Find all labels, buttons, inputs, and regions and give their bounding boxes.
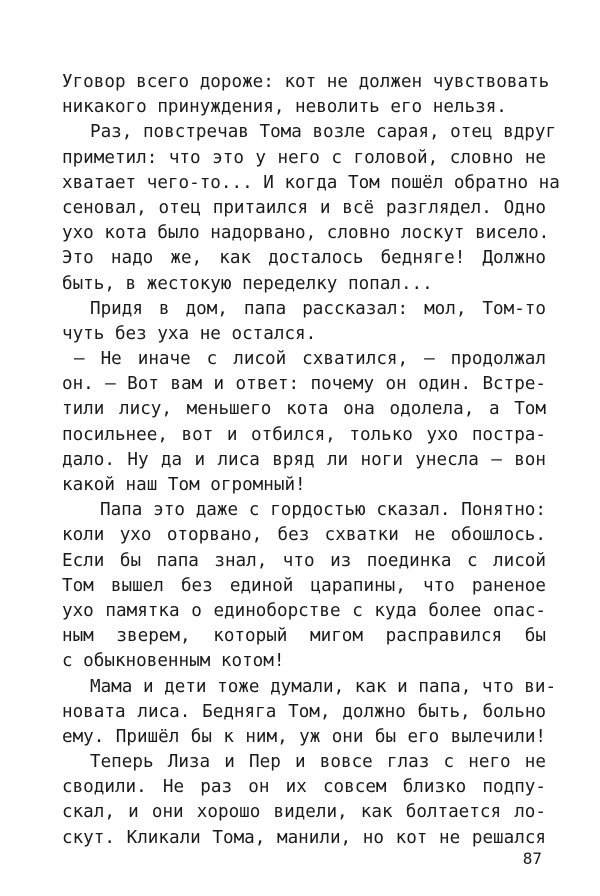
text-line: никакого принуждения, неволить его нельзя. (62, 97, 507, 118)
text-line: приметил: что это у него с головой, словно не (62, 147, 546, 168)
text-line: коли ухо оторвано, без схватки не обошлось. (62, 525, 546, 546)
text-line: новата лиса. Бедняга Том, должно быть, больно (62, 701, 546, 722)
page-number: 87 (522, 849, 542, 868)
text-line: ему. Пришёл бы к ним, уж они бы его вылечили! (62, 726, 546, 747)
text-line: сеновал, отец притаился и всё разглядел. Одно (62, 197, 546, 218)
text-line: хватает чего-то... И когда Том пошёл обратно на (62, 172, 560, 193)
text-line: скал, и они хорошо видели, как болтается ло- (62, 802, 546, 823)
text-line: чуть без уха не остался. (62, 323, 317, 344)
text-line: Теперь Лиза и Пер и вовсе глаз с него не (90, 752, 546, 773)
text-line: посильнее, вот и отбился, только ухо пострa- (62, 424, 546, 445)
text-line: сводили. Не раз он их совсем близко подпу- (62, 777, 546, 798)
text-line: Том вышел без единой царапины, что раненое (62, 575, 546, 596)
text-line: ным зверем, который мигом расправился бы (62, 626, 546, 647)
text-line: Это надо же, как досталось бедняге! Должно (62, 248, 546, 269)
text-line: Уговор всего дороже: кот не должен чувствовать (62, 72, 550, 92)
text-line: дало. Ну да и лиса вряд ли ноги унесла – вон (62, 449, 546, 470)
text-line: Придя в дом, папа рассказал: мол, Том-то (90, 298, 546, 319)
text-line: Папа это даже с гордостью сказал. Понятно: (100, 500, 546, 521)
text-line: Мама и дети тоже думали, как и папа, что ви- (90, 676, 557, 697)
body-text (62, 70, 560, 851)
text-line: ухо памятка о единоборстве с куда более опас- (62, 600, 546, 621)
text-line: какой наш Том огромный! (62, 475, 306, 495)
text-line: с обыкновенным котом! (62, 651, 285, 672)
text-line: быть, в жестокую переделку попал... (62, 273, 433, 294)
text-line: ухо кота было надорвано, словно лоскут висело. (62, 223, 550, 244)
text-line: – Не иначе с лисой схватился, – продолжал (74, 349, 546, 370)
text-line: тили лису, меньшего кота она одолела, а Том (62, 399, 546, 420)
text-line: скут. Кликали Тома, манили, но кот не решался (62, 827, 546, 848)
text-line: Если бы папа знал, что из поединка с лисой (62, 550, 546, 571)
text-line: он. – Вот вам и ответ: почему он один. Встре- (62, 374, 546, 395)
text-line: Раз, повстречав Тома возле сарая, отец вдруг (90, 122, 557, 143)
